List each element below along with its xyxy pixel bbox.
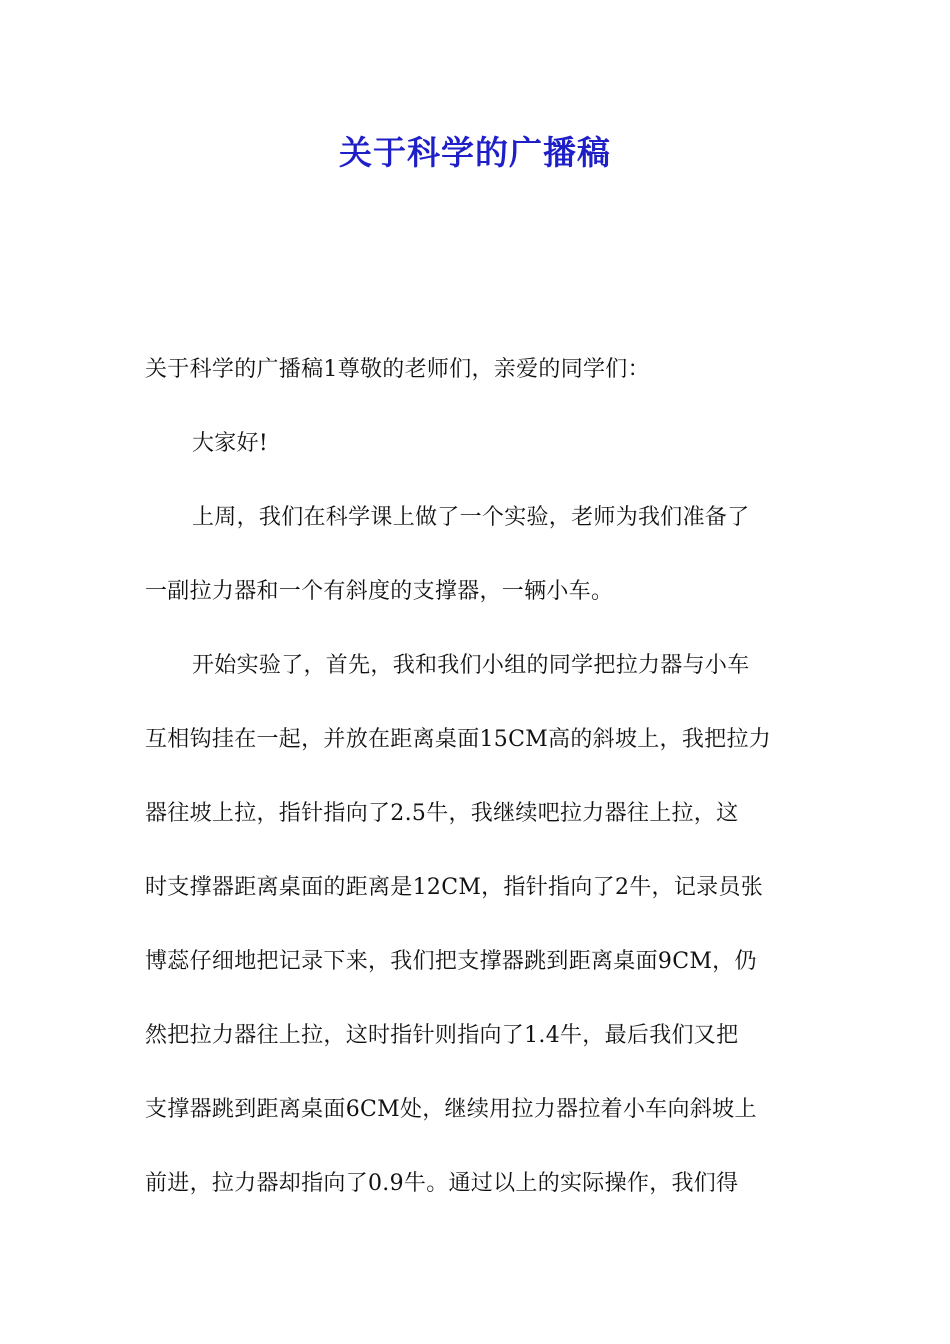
paragraph-line: 然把拉力器往上拉，这时指针则指向了1.4牛，最后我们又把 bbox=[145, 1023, 739, 1048]
document-title: 关于科学的广播稿 bbox=[339, 133, 611, 172]
document-body bbox=[145, 333, 810, 1221]
paragraph-line: 上周，我们在科学课上做了一个实验，老师为我们准备了 bbox=[192, 505, 750, 530]
paragraph-line: 博蕊仔细地把记录下来，我们把支撑器跳到距离桌面9CM，仍 bbox=[145, 949, 757, 974]
paragraph-line: 器往坡上拉，指针指向了2.5牛，我继续吧拉力器往上拉，这 bbox=[145, 801, 739, 826]
paragraph-line: 一副拉力器和一个有斜度的支撑器，一辆小车。 bbox=[145, 579, 614, 604]
paragraph-line: 大家好! bbox=[192, 431, 269, 456]
paragraph-line: 开始实验了，首先，我和我们小组的同学把拉力器与小车 bbox=[192, 653, 750, 678]
paragraph-line: 关于科学的广播稿1尊敬的老师们，亲爱的同学们： bbox=[145, 357, 650, 382]
paragraph-line: 时支撑器距离桌面的距离是12CM，指针指向了2牛，记录员张 bbox=[145, 875, 764, 900]
paragraph-line: 前进，拉力器却指向了0.9牛。通过以上的实际操作，我们得 bbox=[145, 1171, 739, 1196]
paragraph-line: 支撑器跳到距离桌面6CM处，继续用拉力器拉着小车向斜坡上 bbox=[145, 1097, 757, 1122]
paragraph-line: 互相钩挂在一起，并放在距离桌面15CM高的斜坡上，我把拉力 bbox=[145, 727, 772, 752]
